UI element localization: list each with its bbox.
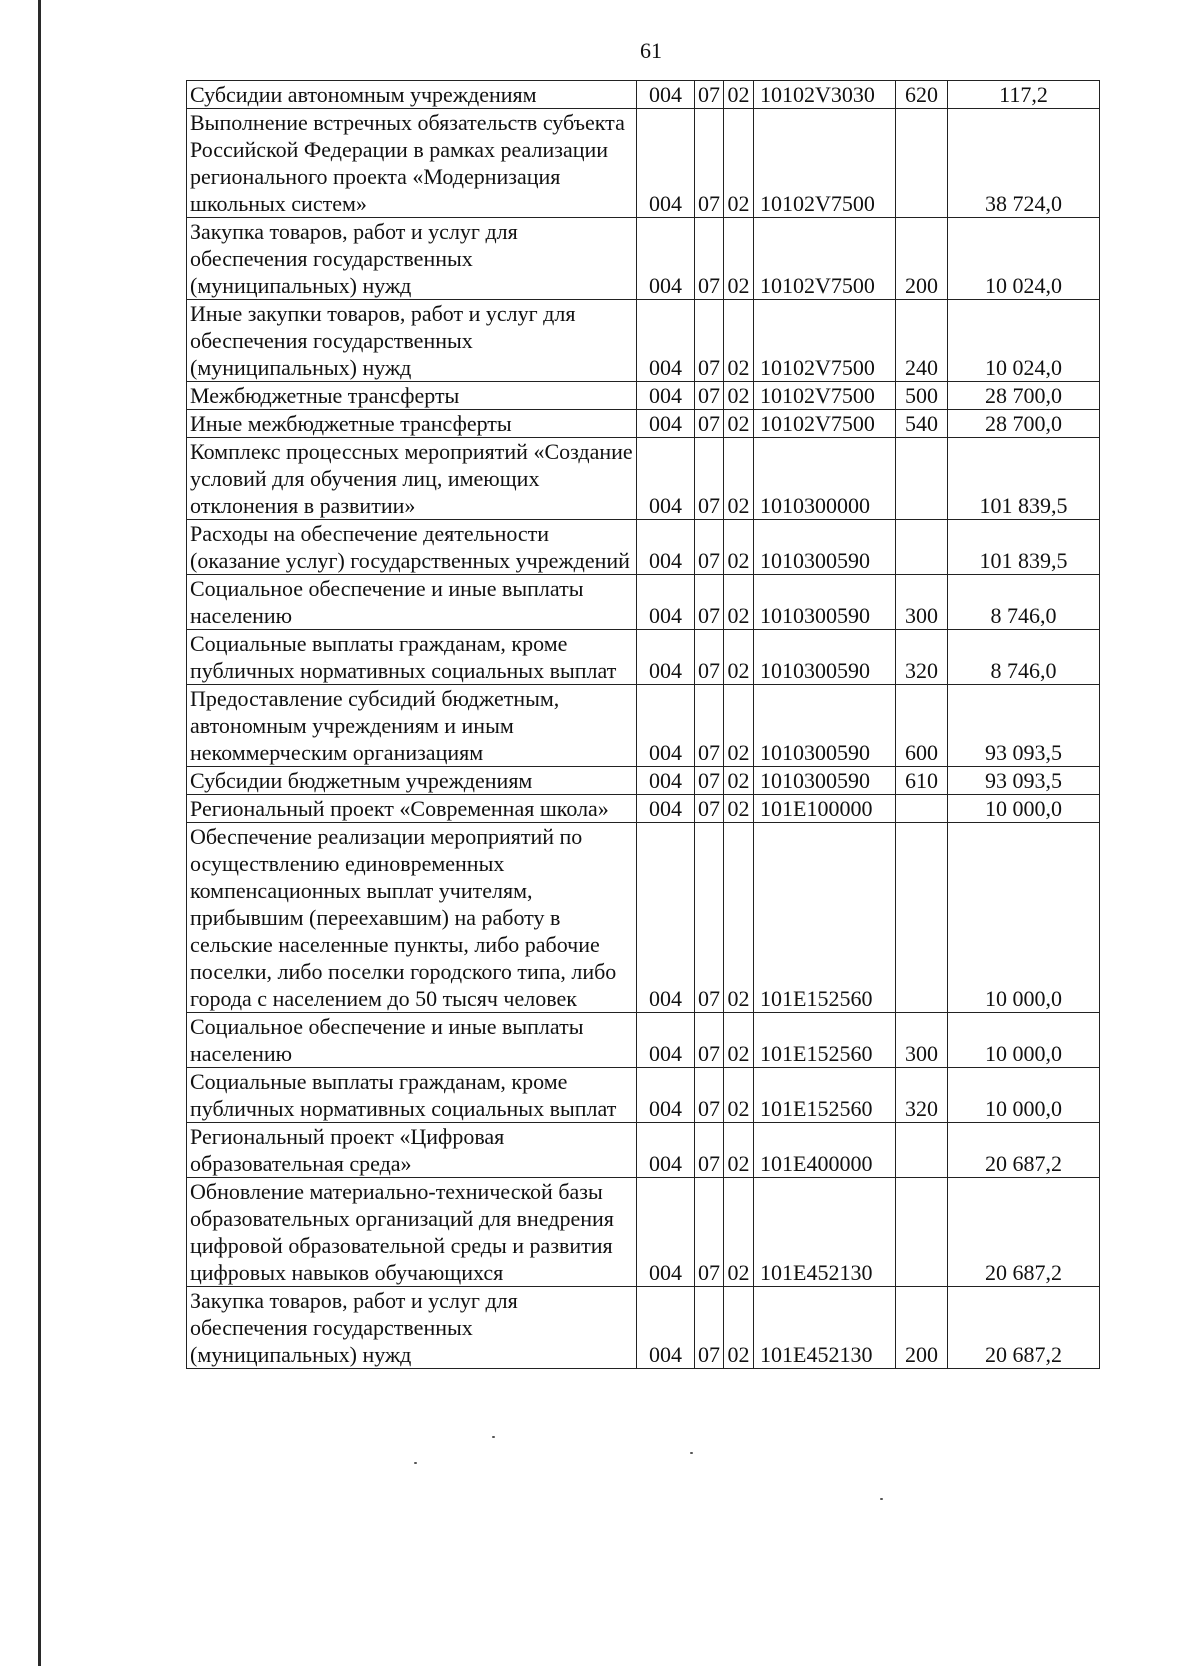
row-section: 07 [695, 438, 724, 520]
row-grbs: 004 [637, 218, 695, 300]
row-subsection: 02 [724, 1013, 754, 1068]
row-section: 07 [695, 109, 724, 218]
row-target-article: 101E400000 [754, 1123, 896, 1178]
table-row [187, 520, 1100, 575]
row-grbs: 004 [637, 795, 695, 823]
table-row [187, 382, 1100, 410]
row-section: 07 [695, 1013, 724, 1068]
row-target-article: 10102V7500 [754, 410, 896, 438]
row-expense-type [896, 1178, 948, 1287]
row-expense-type [896, 1123, 948, 1178]
scan-speck [414, 1462, 417, 1464]
row-name: Расходы на обеспечение деятельности (оказание услуг) государственных учреждений [187, 520, 637, 575]
row-subsection: 02 [724, 1178, 754, 1287]
row-grbs: 004 [637, 382, 695, 410]
table-row [187, 575, 1100, 630]
row-name: Закупка товаров, работ и услуг для обеспечения государственных (муниципальных) нужд [187, 1287, 637, 1369]
row-subsection: 02 [724, 630, 754, 685]
row-section: 07 [695, 410, 724, 438]
row-grbs: 004 [637, 1287, 695, 1369]
row-section: 07 [695, 685, 724, 767]
row-amount: 20 687,2 [948, 1178, 1100, 1287]
row-name: Обеспечение реализации мероприятий по осуществлению единовременных компенсационных выплат учителям, прибывшим (переехавшим) на работу в сельские населенные пункты, либо рабочие поселки, либо поселки городского типа, либо города с населением до 50 тысяч человек [187, 823, 637, 1013]
row-grbs: 004 [637, 767, 695, 795]
row-name: Закупка товаров, работ и услуг для обеспечения государственных (муниципальных) нужд [187, 218, 637, 300]
row-subsection: 02 [724, 1287, 754, 1369]
row-grbs: 004 [637, 81, 695, 109]
row-subsection: 02 [724, 795, 754, 823]
row-name: Социальные выплаты гражданам, кроме публичных нормативных социальных выплат [187, 630, 637, 685]
row-expense-type [896, 109, 948, 218]
row-target-article: 101E152560 [754, 1013, 896, 1068]
row-target-article: 101E152560 [754, 1068, 896, 1123]
row-amount: 8 746,0 [948, 630, 1100, 685]
table-body [187, 81, 1100, 1369]
row-subsection: 02 [724, 1068, 754, 1123]
row-amount: 10 000,0 [948, 823, 1100, 1013]
row-subsection: 02 [724, 410, 754, 438]
table-row [187, 218, 1100, 300]
row-expense-type [896, 520, 948, 575]
row-section: 07 [695, 218, 724, 300]
row-grbs: 004 [637, 1068, 695, 1123]
row-target-article: 1010300590 [754, 630, 896, 685]
row-name: Иные закупки товаров, работ и услуг для обеспечения государственных (муниципальных) нужд [187, 300, 637, 382]
row-amount: 10 024,0 [948, 300, 1100, 382]
row-target-article: 1010300590 [754, 520, 896, 575]
table-row [187, 1123, 1100, 1178]
row-target-article: 10102V7500 [754, 382, 896, 410]
row-grbs: 004 [637, 575, 695, 630]
row-grbs: 004 [637, 1123, 695, 1178]
row-amount: 38 724,0 [948, 109, 1100, 218]
row-section: 07 [695, 1178, 724, 1287]
row-target-article: 101E452130 [754, 1178, 896, 1287]
budget-table [186, 80, 1100, 1369]
row-section: 07 [695, 575, 724, 630]
row-name: Региональный проект «Современная школа» [187, 795, 637, 823]
row-subsection: 02 [724, 685, 754, 767]
row-name: Обновление материально-технической базы образовательных организаций для внедрения цифровой образовательной среды и развития цифровых навыков обучающихся [187, 1178, 637, 1287]
row-section: 07 [695, 1123, 724, 1178]
row-subsection: 02 [724, 300, 754, 382]
row-target-article: 10102V7500 [754, 109, 896, 218]
row-name: Комплекс процессных мероприятий «Создание условий для обучения лиц, имеющих отклонения в развитии» [187, 438, 637, 520]
row-amount: 28 700,0 [948, 382, 1100, 410]
row-expense-type: 300 [896, 1013, 948, 1068]
row-subsection: 02 [724, 438, 754, 520]
table-row [187, 1178, 1100, 1287]
row-target-article: 1010300590 [754, 575, 896, 630]
table-row [187, 81, 1100, 109]
row-subsection: 02 [724, 81, 754, 109]
row-amount: 8 746,0 [948, 575, 1100, 630]
table-row [187, 795, 1100, 823]
row-subsection: 02 [724, 823, 754, 1013]
row-section: 07 [695, 1068, 724, 1123]
row-section: 07 [695, 300, 724, 382]
row-target-article: 101E152560 [754, 823, 896, 1013]
row-target-article: 1010300590 [754, 767, 896, 795]
row-grbs: 004 [637, 685, 695, 767]
row-grbs: 004 [637, 109, 695, 218]
table-row [187, 1287, 1100, 1369]
row-target-article: 10102V7500 [754, 300, 896, 382]
row-name: Социальные выплаты гражданам, кроме публичных нормативных социальных выплат [187, 1068, 637, 1123]
row-grbs: 004 [637, 630, 695, 685]
row-section: 07 [695, 382, 724, 410]
row-name: Субсидии автономным учреждениям [187, 81, 637, 109]
row-amount: 10 024,0 [948, 218, 1100, 300]
row-expense-type: 200 [896, 218, 948, 300]
table-row [187, 1013, 1100, 1068]
scan-speck [880, 1498, 883, 1500]
row-grbs: 004 [637, 1013, 695, 1068]
row-grbs: 004 [637, 520, 695, 575]
binding-line [38, 0, 41, 1666]
row-section: 07 [695, 823, 724, 1013]
row-target-article: 1010300590 [754, 685, 896, 767]
row-target-article: 10102V7500 [754, 218, 896, 300]
row-grbs: 004 [637, 1178, 695, 1287]
row-expense-type: 320 [896, 630, 948, 685]
row-name: Предоставление субсидий бюджетным, автономным учреждениям и иным некоммерческим организациям [187, 685, 637, 767]
row-section: 07 [695, 767, 724, 795]
row-expense-type: 610 [896, 767, 948, 795]
row-target-article: 101E452130 [754, 1287, 896, 1369]
table-row [187, 630, 1100, 685]
row-amount: 10 000,0 [948, 1013, 1100, 1068]
row-subsection: 02 [724, 382, 754, 410]
table-row [187, 438, 1100, 520]
row-expense-type: 620 [896, 81, 948, 109]
row-subsection: 02 [724, 218, 754, 300]
row-amount: 101 839,5 [948, 520, 1100, 575]
row-amount: 93 093,5 [948, 685, 1100, 767]
row-subsection: 02 [724, 109, 754, 218]
row-expense-type: 240 [896, 300, 948, 382]
row-grbs: 004 [637, 438, 695, 520]
row-target-article: 1010300000 [754, 438, 896, 520]
row-section: 07 [695, 520, 724, 575]
row-name: Социальное обеспечение и иные выплаты населению [187, 575, 637, 630]
row-expense-type [896, 823, 948, 1013]
row-grbs: 004 [637, 823, 695, 1013]
row-grbs: 004 [637, 410, 695, 438]
row-expense-type: 500 [896, 382, 948, 410]
row-amount: 20 687,2 [948, 1123, 1100, 1178]
row-name: Субсидии бюджетным учреждениям [187, 767, 637, 795]
table-row [187, 685, 1100, 767]
row-amount: 28 700,0 [948, 410, 1100, 438]
row-section: 07 [695, 81, 724, 109]
row-expense-type [896, 438, 948, 520]
row-section: 07 [695, 795, 724, 823]
row-name: Социальное обеспечение и иные выплаты населению [187, 1013, 637, 1068]
row-target-article: 101E100000 [754, 795, 896, 823]
scan-speck [690, 1452, 693, 1454]
table-row [187, 109, 1100, 218]
table-row [187, 1068, 1100, 1123]
row-amount: 10 000,0 [948, 795, 1100, 823]
row-amount: 10 000,0 [948, 1068, 1100, 1123]
row-amount: 101 839,5 [948, 438, 1100, 520]
row-name: Иные межбюджетные трансферты [187, 410, 637, 438]
row-subsection: 02 [724, 520, 754, 575]
table-row [187, 823, 1100, 1013]
row-name: Межбюджетные трансферты [187, 382, 637, 410]
row-section: 07 [695, 630, 724, 685]
row-grbs: 004 [637, 300, 695, 382]
table-row [187, 410, 1100, 438]
scan-speck [492, 1436, 495, 1438]
row-name: Региональный проект «Цифровая образовательная среда» [187, 1123, 637, 1178]
row-target-article: 10102V3030 [754, 81, 896, 109]
row-expense-type: 200 [896, 1287, 948, 1369]
page-number: 61 [640, 38, 662, 63]
row-amount: 117,2 [948, 81, 1100, 109]
row-expense-type: 540 [896, 410, 948, 438]
row-subsection: 02 [724, 1123, 754, 1178]
row-section: 07 [695, 1287, 724, 1369]
table-row [187, 767, 1100, 795]
row-expense-type: 320 [896, 1068, 948, 1123]
row-name: Выполнение встречных обязательств субъекта Российской Федерации в рамках реализации регионального проекта «Модернизация школьных систем» [187, 109, 637, 218]
row-subsection: 02 [724, 767, 754, 795]
row-expense-type [896, 795, 948, 823]
row-amount: 93 093,5 [948, 767, 1100, 795]
row-amount: 20 687,2 [948, 1287, 1100, 1369]
table-row [187, 300, 1100, 382]
row-expense-type: 600 [896, 685, 948, 767]
row-subsection: 02 [724, 575, 754, 630]
row-expense-type: 300 [896, 575, 948, 630]
